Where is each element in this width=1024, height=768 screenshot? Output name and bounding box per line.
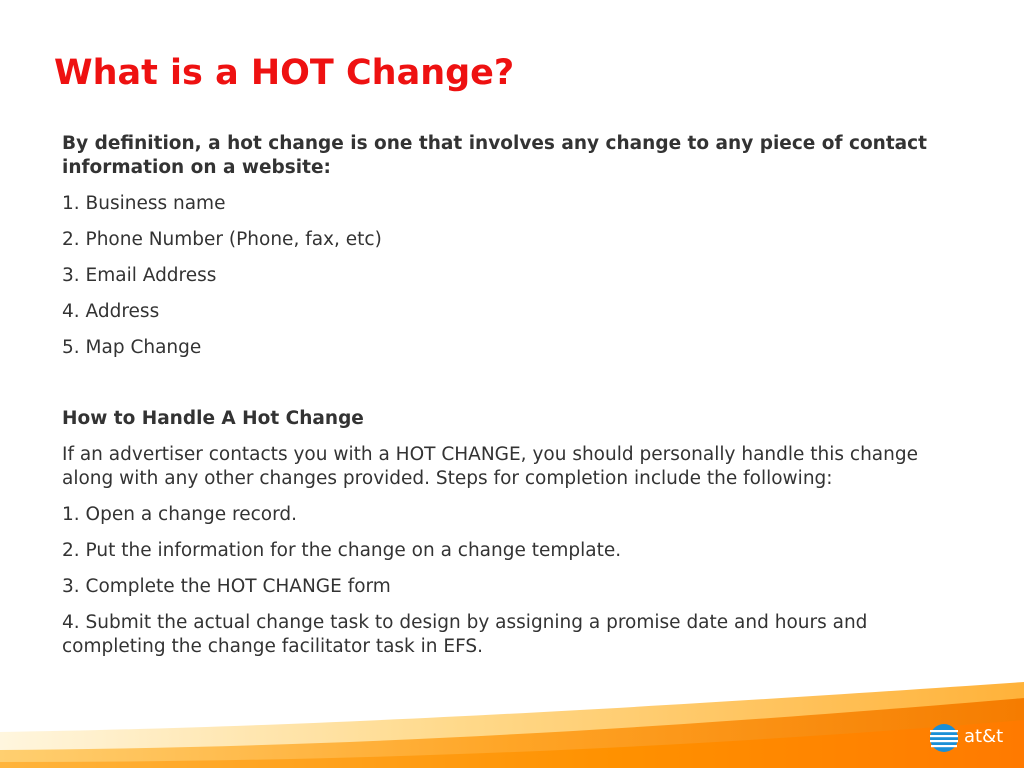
slide-title: What is a HOT Change? [54, 53, 515, 93]
list-item: 3. Email Address [62, 265, 217, 286]
globe-icon [928, 722, 960, 754]
definition-intro: By definition, a hot change is one that involves any change to any piece of contact information on a website: [62, 133, 927, 178]
section-spacer [62, 372, 942, 407]
att-logo [928, 722, 1004, 754]
slide-body [62, 132, 942, 671]
handling-intro: If an advertiser contacts you with a HOT CHANGE, you should personally handle this change along with any other changes provided. Steps for completion include the following: [62, 444, 918, 489]
list-item: 2. Phone Number (Phone, fax, etc) [62, 229, 382, 250]
step-item: 2. Put the information for the change on a change template. [62, 540, 622, 561]
footer-swoosh [0, 668, 1024, 768]
logo-text: at&t [964, 726, 1004, 747]
list-item: 1. Business name [62, 193, 226, 214]
list-item: 5. Map Change [62, 337, 202, 358]
step-item: 1. Open a change record. [62, 504, 297, 525]
step-item: 3. Complete the HOT CHANGE form [62, 576, 391, 597]
section-heading: How to Handle A Hot Change [62, 408, 364, 429]
step-item: 4. Submit the actual change task to design by assigning a promise date and hours and completing the change facilitator task in EFS. [62, 612, 868, 657]
list-item: 4. Address [62, 301, 160, 322]
